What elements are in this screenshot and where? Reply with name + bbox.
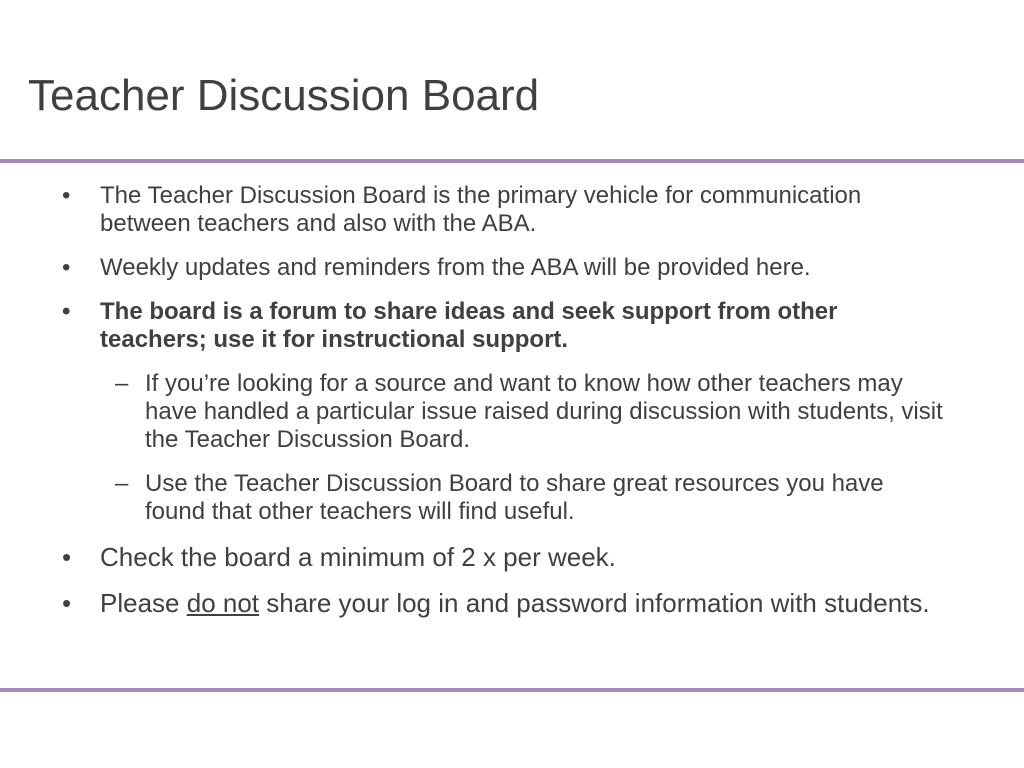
sub-bullet-marker: – (115, 470, 129, 497)
bullet-marker: • (62, 254, 71, 281)
slide-title: Teacher Discussion Board (28, 71, 540, 120)
bullet-text (100, 588, 930, 618)
sub-bullet-text: If you’re looking for a source and want to know how other teachers may have handled a particular issue raised during discussion with students, visit the Teacher Discussion Board. (145, 370, 943, 453)
bullet-item (0, 182, 940, 238)
sub-bullet-item (0, 470, 945, 526)
bullet-item (0, 542, 940, 572)
bullet-text: The Teacher Discussion Board is the primary vehicle for communication between teachers and also with the ABA. (100, 182, 862, 237)
bullet-text-after: share your log in and password information with students. (259, 588, 930, 618)
underlined-emphasis: do not (186, 588, 260, 618)
top-divider (0, 159, 1024, 163)
sub-bullet-item (0, 370, 945, 454)
bullet-item (0, 254, 940, 282)
bullet-marker: • (62, 298, 71, 325)
bullet-text: Check the board a minimum of 2 x per week. (100, 542, 616, 572)
bullet-list (0, 182, 1024, 634)
bullet-text: The board is a forum to share ideas and seek support from other teachers; use it for instructional support. (100, 298, 838, 353)
bullet-item (0, 298, 940, 354)
bullet-marker: • (62, 542, 72, 572)
bullet-text-before: Please (100, 588, 187, 618)
bullet-text: Weekly updates and reminders from the ABA will be provided here. (100, 254, 811, 281)
bullet-marker: • (62, 588, 72, 618)
sub-bullet-marker: – (115, 370, 129, 397)
bullet-marker: • (62, 182, 71, 209)
bullet-item (0, 588, 940, 618)
bottom-divider (0, 688, 1024, 692)
sub-bullet-text: Use the Teacher Discussion Board to share great resources you have found that other teachers will find useful. (145, 470, 884, 525)
